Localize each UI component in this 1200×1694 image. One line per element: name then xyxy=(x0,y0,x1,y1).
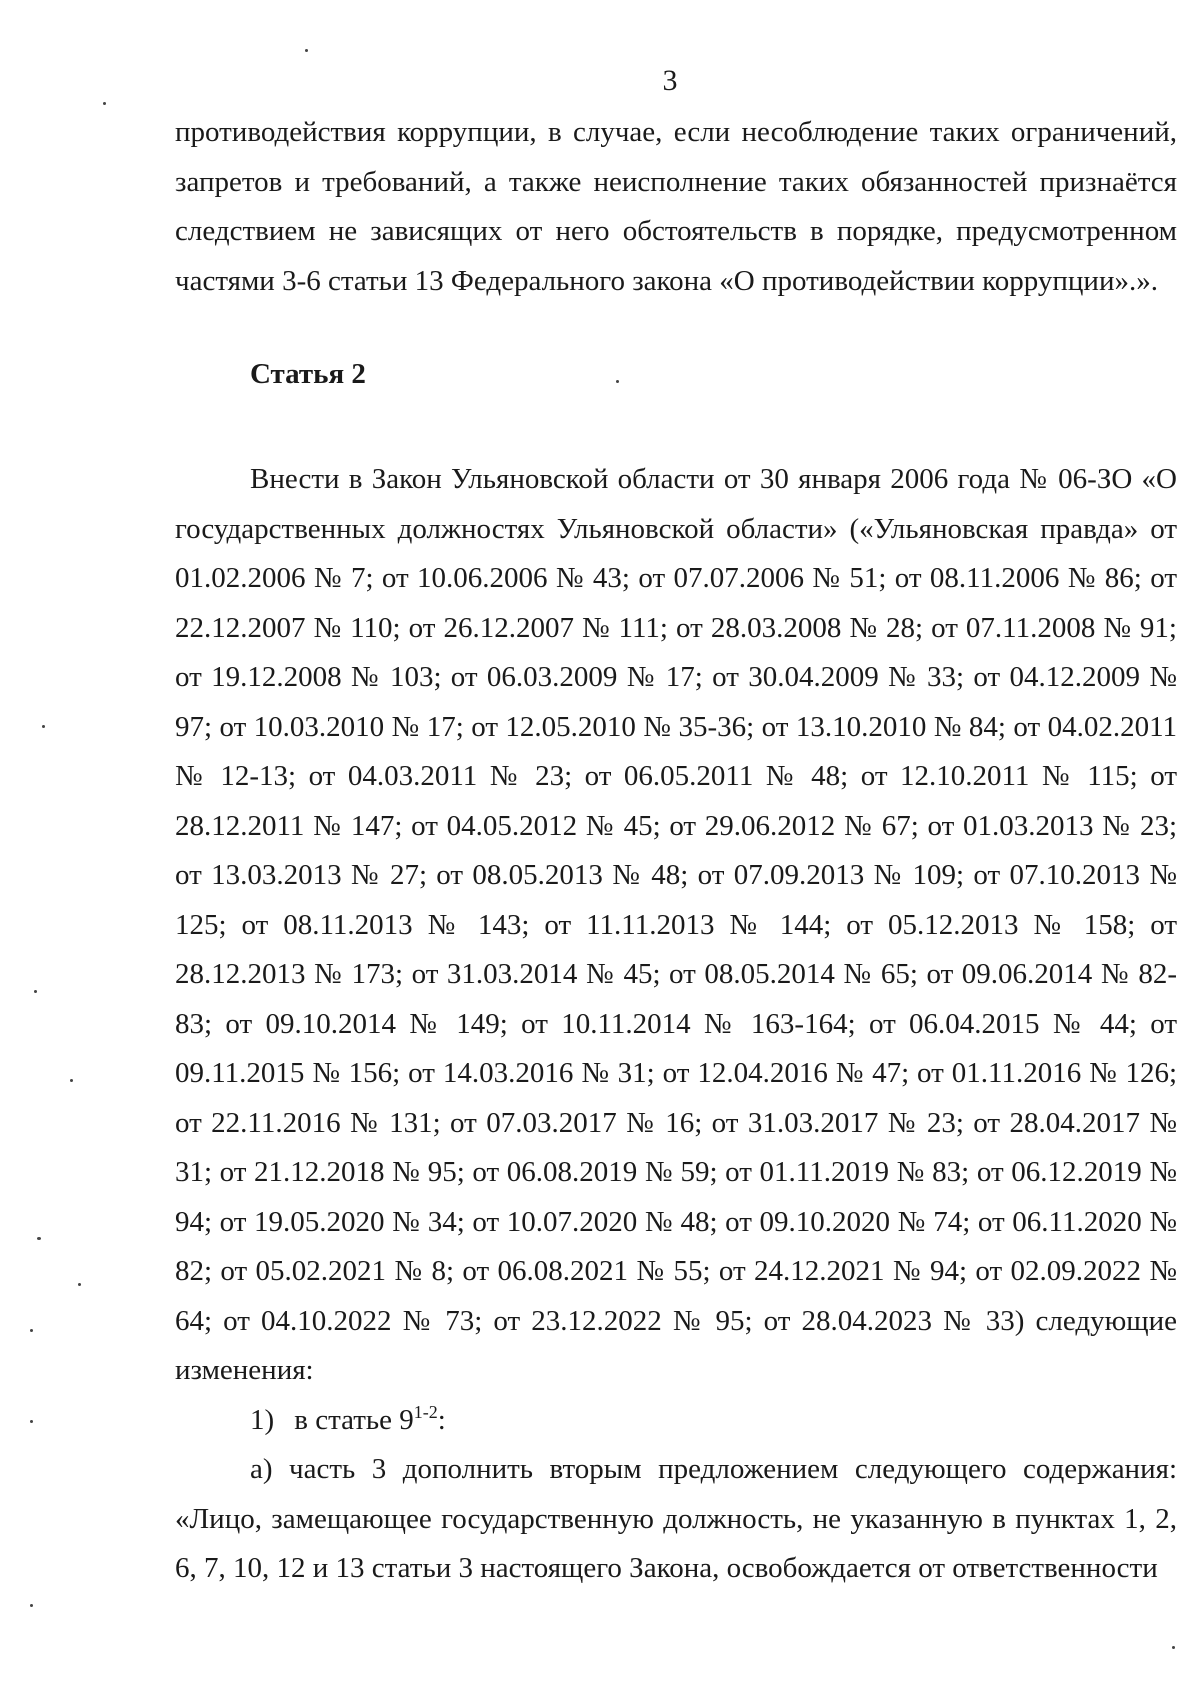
scan-speck xyxy=(78,1283,81,1286)
continuation-paragraph: противодействия коррупции, в случае, если несоблюдение таких ограничений, запретов и требований, а также неисполнение таких обязанностей признаётся следствием не зависящих от него обстоятельств в порядке, предусмотренном частями 3-6 статьи 13 Федерального закона «О противодействии коррупции».». xyxy=(175,116,1177,297)
sub-item-a-paragraph: а) часть 3 дополнить вторым предложением следующего содержания: «Лицо, замещающее государственную должность, не указанную в пунктах 1, 2, 6, 7, 10, 12 и 13 статьи 3 настоящего Закона, освобождается от ответственности xyxy=(175,1453,1177,1584)
list-item-1 xyxy=(175,1396,1177,1446)
scan-speck xyxy=(103,102,106,105)
list-item-text: в статье 9 xyxy=(294,1403,414,1436)
scan-speck xyxy=(1172,1646,1175,1649)
scan-speck xyxy=(30,1329,33,1332)
scan-speck xyxy=(30,1604,33,1607)
scan-speck xyxy=(34,990,37,993)
list-item-suffix: : xyxy=(437,1403,446,1436)
list-item-number: 1) xyxy=(250,1403,275,1436)
scan-speck xyxy=(305,49,308,52)
page-number: 3 xyxy=(662,64,678,97)
article-heading: Статья 2 xyxy=(250,358,366,390)
scan-speck xyxy=(616,380,619,383)
scan-speck xyxy=(30,1420,33,1423)
article-intro-paragraph: Внести в Закон Ульяновской области от 30 января 2006 года № 06-ЗО «О государственных должностях Ульяновской области» («Ульяновская правда» от 01.02.2006 № 7; от 10.06.2006 № 43; от 07.07.2006 № 51; от 08.11.2006 № 86; от 22.12.2007 № 110; от 26.12.2007 № 111; от 28.03.2008 № 28; от 07.11.2008 № 91; от 19.12.2008 № 103; от 06.03.2009 № 17; от 30.04.2009 № 33; от 04.12.2009 № 97; от 10.03.2010 № 17; от 12.05.2010 № 35-36; от 13.10.2010 № 84; от 04.02.2011 № 12-13; от 04.03.2011 № 23; от 06.05.2011 № 48; от 12.10.2011 № 115; от 28.12.2011 № 147; от 04.05.2012 № 45; от 29.06.2012 № 67; от 01.03.2013 № 23; от 13.03.2013 № 27; от 08.05.2013 № 48; от 07.09.2013 № 109; от 07.10.2013 № 125; от 08.11.2013 № 143; от 11.11.2013 № 144; от 05.12.2013 № 158; от 28.12.2013 № 173; от 31.03.2014 № 45; от 08.05.2014 № 65; от 09.06.2014 № 82-83; от 09.10.2014 № 149; от 10.11.2014 № 163-164; от 06.04.2015 № 44; от 09.11.2015 № 156; от 14.03.2016 № 31; от 12.04.2016 № 47; от 01.11.2016 № 126; от 22.11.2016 № 131; от 07.03.2017 № 16; от 31.03.2017 № 23; от 28.04.2017 № 31; от 21.12.2018 № 95; от 06.08.2019 № 59; от 01.11.2019 № 83; от 06.12.2019 № 94; от 19.05.2020 № 34; от 10.07.2020 № 48; от 09.10.2020 № 74; от 06.11.2020 № 82; от 05.02.2021 № 8; от 06.08.2021 № 55; от 24.12.2021 № 94; от 02.09.2022 № 64; от 04.10.2022 № 73; от 23.12.2022 № 95; от 28.04.2023 № 33) следующие изменения: xyxy=(175,463,1177,1386)
continuation-paragraph-block xyxy=(175,108,1177,306)
article-body xyxy=(175,455,1177,1594)
scan-speck xyxy=(37,1237,41,1240)
scan-speck xyxy=(42,725,45,728)
scan-speck xyxy=(70,1079,73,1082)
list-item-superscript: 1-2 xyxy=(413,1401,438,1422)
